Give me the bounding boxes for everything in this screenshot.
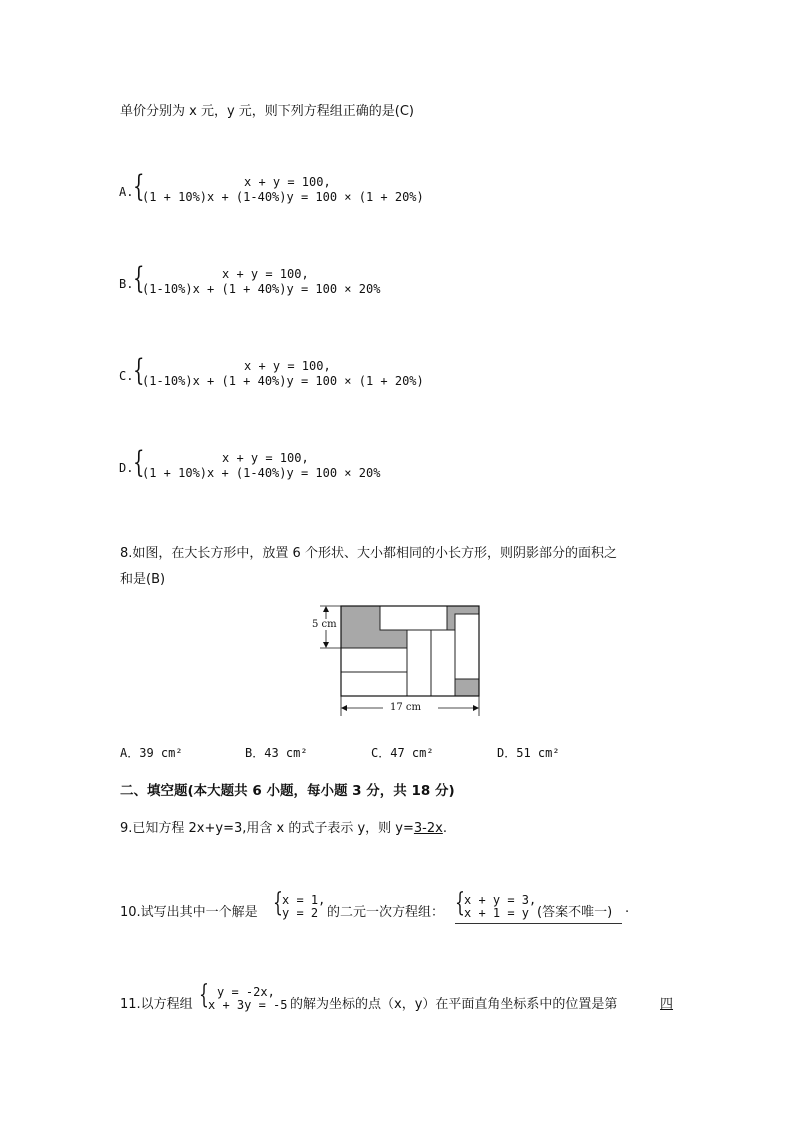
q9-prefix: 9.已知方程 2x+y=3,用含 x 的式子表示 y，则 y= (120, 821, 414, 836)
question-9 (120, 817, 447, 836)
choice-b: B．43 cm² (245, 746, 308, 760)
q10-solution-1: x = 1, (282, 893, 326, 907)
small-rectangle (341, 672, 407, 696)
width-label: 17 cm (390, 702, 421, 713)
q10-prefix: 10.试写出其中一个解是 (120, 905, 258, 920)
small-rectangle (407, 630, 431, 696)
choice-a: A．39 cm² (120, 746, 183, 760)
brace-icon: { (273, 888, 283, 918)
equation-line-1: x + y = 100, (222, 267, 309, 281)
brace-icon: { (199, 980, 209, 1010)
choice-c: C．47 cm² (371, 746, 434, 760)
small-rectangle (455, 614, 479, 679)
q10-suffix: . (625, 901, 630, 916)
choice-d: D．51 cm² (497, 746, 560, 760)
option-label: B. (119, 277, 134, 291)
q9-suffix: . (442, 821, 447, 836)
small-rectangle (431, 630, 455, 696)
q9-answer: 3-2x (413, 821, 443, 836)
brace-icon: { (133, 261, 145, 296)
equation-line-2: (1-10%)x + (1 + 40%)y = 100 × 20% (142, 282, 381, 296)
shaded-bottom-right-region (455, 679, 479, 696)
q10-solution-2: y = 2 (282, 906, 319, 920)
q10-middle: 的二元一次方程组： (327, 905, 445, 920)
brace-icon: { (133, 445, 145, 480)
q8-text-line-2: 和是(B) (120, 572, 166, 587)
option-label: D. (119, 461, 134, 475)
equation-line-2: (1 + 10%)x + (1-40%)y = 100 × 20% (142, 466, 381, 480)
brace-icon: { (133, 353, 145, 388)
brace-icon: { (133, 169, 145, 204)
q7-intro: 单价分别为 x 元，y 元，则下列方程组正确的是(C) (120, 104, 415, 119)
option-label: A. (119, 185, 134, 199)
q11-answer: 四 (660, 997, 674, 1012)
equation-line-2: (1 + 10%)x + (1-40%)y = 100 × (1 + 20%) (142, 190, 424, 204)
q11-equation-2: x + 3y = -5 (208, 998, 288, 1012)
q10-answer-2: x + 1 = y (464, 906, 530, 920)
q11-equation-1: y = -2x, (217, 985, 275, 999)
small-rectangle (341, 648, 407, 672)
small-rectangle (380, 606, 447, 630)
q8-text-line-1: 8.如图，在大长方形中，放置 6 个形状、大小都相同的小长方形，则阴影部分的面积之 (120, 546, 617, 561)
equation-line-1: x + y = 100, (244, 175, 331, 189)
equation-line-1: x + y = 100, (222, 451, 309, 465)
q11-prefix: 11.以方程组 (120, 997, 193, 1012)
answer-underline (455, 923, 622, 924)
section-heading: 二、填空题(本大题共 6 小题，每小题 3 分，共 18 分) (120, 783, 455, 799)
q11-middle: 的解为坐标的点（x，y）在平面直角坐标系中的位置是第 (290, 997, 618, 1012)
q10-note: (答案不唯一) (537, 905, 613, 920)
height-label: 5 cm (312, 619, 337, 630)
brace-icon: { (455, 888, 465, 918)
option-label: C. (119, 369, 134, 383)
equation-line-1: x + y = 100, (244, 359, 331, 373)
equation-line-2: (1-10%)x + (1 + 40%)y = 100 × (1 + 20%) (142, 374, 424, 388)
q10-answer-1: x + y = 3, (464, 893, 537, 907)
